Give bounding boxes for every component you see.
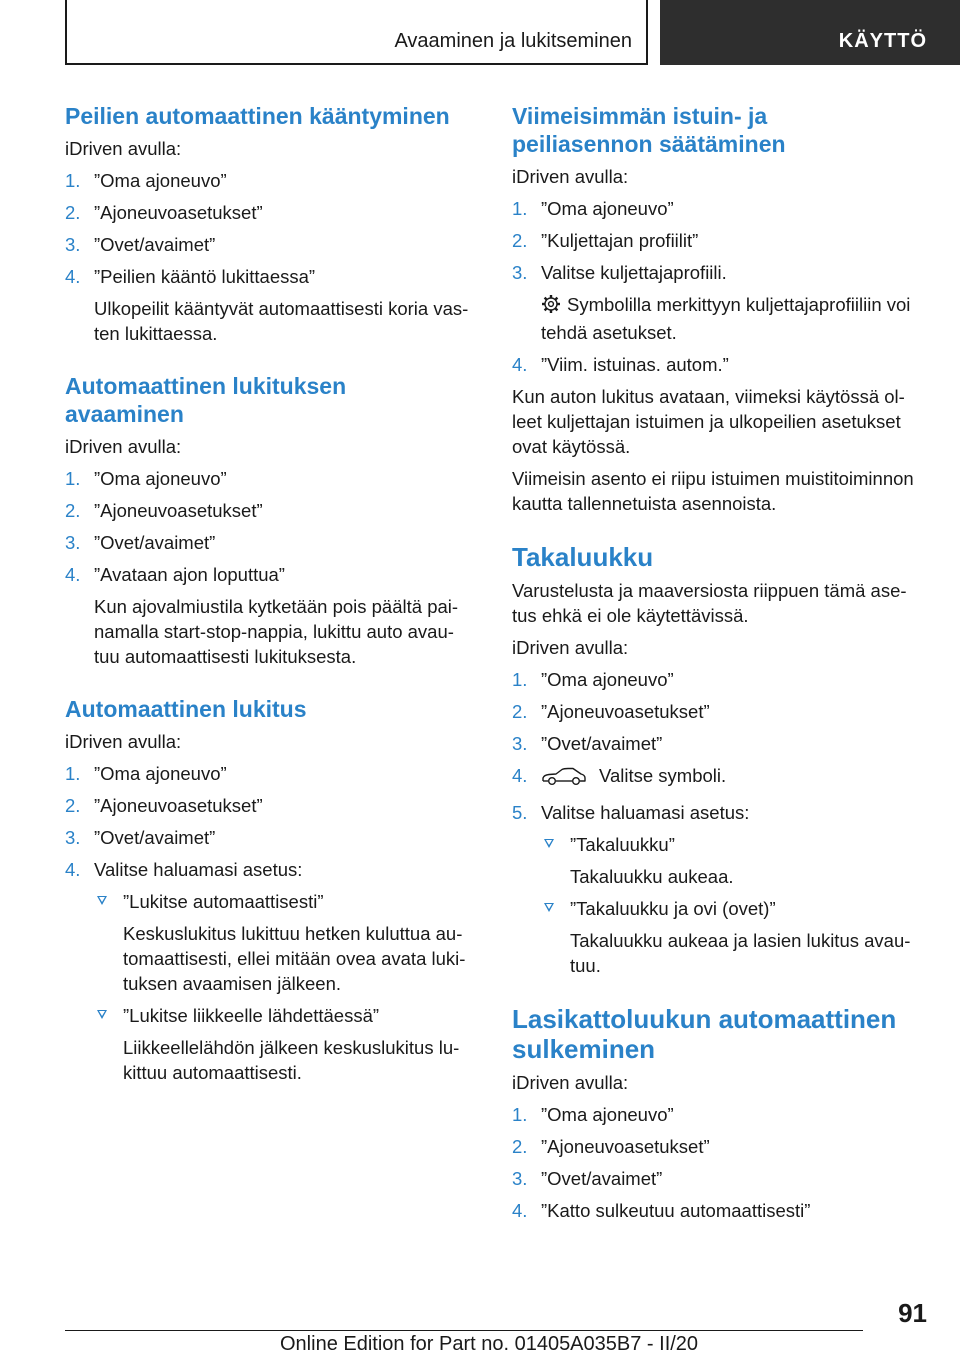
intro-text: iDriven avulla: [512, 637, 629, 658]
list-item: 2. ”Ajoneuvoasetukset” [65, 202, 263, 223]
section-title: Lasikattoluukun automaattinen sulkeminen [512, 1004, 897, 1064]
step-text: ”Ajoneuvoasetukset” [94, 500, 263, 521]
section-title: Peilien automaattinen kääntyminen [65, 103, 450, 129]
step-text: ”Ovet/avaimet” [541, 733, 663, 754]
step-text: ”Ajoneuvoasetukset” [541, 701, 710, 722]
steps-list [512, 667, 932, 825]
option-item [94, 889, 480, 914]
intro-text: iDriven avulla: [512, 1072, 629, 1093]
step-text: ”Oma ajoneuvo” [94, 763, 227, 784]
list-item: 3. ”Ovet/avaimet” [65, 532, 216, 553]
step-text: ”Oma ajoneuvo” [94, 170, 227, 191]
triangle-bullet-icon [544, 839, 554, 848]
intro-text: iDriven avulla: [65, 138, 182, 159]
list-item: 1. ”Oma ajoneuvo” [512, 669, 674, 690]
list-item: 4. ”Peilien kääntö lukittaessa” [65, 266, 316, 287]
option-description: Takaluukku aukeaa. [570, 866, 734, 887]
steps-list [512, 196, 932, 285]
step-text: ”Oma ajoneuvo” [541, 1104, 674, 1125]
step-text: ”Peilien kääntö lukittaessa” [94, 266, 316, 287]
section-title: Automaattinen lukituksen avaaminen [65, 373, 347, 427]
section-auto-unlock [65, 372, 480, 669]
footer-edition-text: Online Edition for Part no. 01405A035B7 - II/20 [280, 1333, 699, 1355]
step-note: Kun ajovalmiustila kytketään pois päältä pai- namalla start-stop-nappia, lukittu auto avau- tuu automaattisesti lukituksesta. [94, 596, 459, 667]
option-label: ”Takaluukku ja ovi (ovet)” [570, 898, 776, 919]
list-item: 1. ”Oma ajoneuvo” [65, 763, 227, 784]
list-item: 2. ”Ajoneuvoasetukset” [65, 500, 263, 521]
header-chapter-title: KÄYTTÖ [838, 30, 927, 52]
step-text: ”Katto sulkeutuu automaattisesti” [541, 1200, 811, 1221]
options-list [65, 1003, 480, 1028]
list-item: 1. ”Oma ajoneuvo” [512, 198, 674, 219]
step-note: Ulkopeilit kääntyvät automaattisesti koria vas- ten lukittaessa. [94, 298, 469, 344]
options-list [512, 832, 932, 857]
intro-text: iDriven avulla: [512, 166, 629, 187]
section-sunroof-auto-close [512, 1004, 932, 1223]
section-title: Takaluukku [512, 542, 654, 572]
list-item: 4. Valitse symboli. [512, 763, 932, 793]
list-item: 3. ”Ovet/avaimet” [512, 1168, 663, 1189]
option-item [94, 1003, 480, 1028]
options-list [512, 896, 932, 921]
paragraph: Viimeisin asento ei riipu istuimen muistitoiminnon kautta tallennetuista asennoista. [512, 468, 914, 514]
step-text: ”Viim. istuinas. autom.” [541, 354, 729, 375]
options-list [65, 889, 480, 914]
step-text: ”Ovet/avaimet” [94, 827, 216, 848]
page-number: 91 [898, 1298, 927, 1328]
option-description: Liikkeellelähdön jälkeen keskuslukitus lu- kittuu automaattisesti. [123, 1037, 460, 1083]
step-text: ”Ajoneuvoasetukset” [94, 795, 263, 816]
list-item: 4. ”Avataan ajon loputtua” [65, 564, 285, 585]
option-item [541, 832, 932, 857]
step-text: ”Oma ajoneuvo” [94, 468, 227, 489]
gear-icon [541, 294, 561, 320]
list-item: 4. ”Katto sulkeutuu automaattisesti” [512, 1200, 811, 1221]
option-label: ”Lukitse liikkeelle lähdettäessä” [123, 1005, 380, 1026]
step-text: ”Ajoneuvoasetukset” [94, 202, 263, 223]
step-text: ”Avataan ajon loputtua” [94, 564, 285, 585]
steps-list [512, 352, 932, 377]
intro-text: iDriven avulla: [65, 436, 182, 457]
list-item: 1. ”Oma ajoneuvo” [65, 468, 227, 489]
header-chapter-tab [660, 0, 960, 65]
list-item: 4. ”Viim. istuinas. autom.” [512, 354, 729, 375]
list-item: 5. Valitse haluamasi asetus: [512, 802, 750, 823]
list-item: 2. ”Ajoneuvoasetukset” [512, 1136, 710, 1157]
list-item: 2. ”Ajoneuvoasetukset” [65, 795, 263, 816]
step-text: ”Ovet/avaimet” [94, 532, 216, 553]
steps-list [65, 466, 480, 587]
triangle-bullet-icon [97, 1010, 107, 1019]
steps-list [65, 168, 480, 289]
section-last-seat-position [512, 102, 932, 516]
section-auto-lock [65, 695, 480, 1085]
list-item: 3. Valitse kuljettajaprofiili. [512, 262, 727, 283]
section-mirror-folding [65, 102, 480, 346]
paragraph: Varustelusta ja maaversiosta riippuen tämä ase- tus ehkä ei ole käytettävissä. [512, 580, 907, 626]
step-text: ”Ovet/avaimet” [541, 1168, 663, 1189]
list-item: 1. ”Oma ajoneuvo” [65, 170, 227, 191]
section-title: Automaattinen lukitus [65, 696, 307, 722]
step-text: Valitse haluamasi asetus: [94, 859, 303, 880]
option-description: Takaluukku aukeaa ja lasien lukitus avau- tuu. [570, 930, 911, 976]
paragraph: Kun auton lukitus avataan, viimeksi käytössä ol- leet kuljettajan istuimen ja ulkopeilien asetukset ovat käytössä. [512, 386, 905, 457]
steps-list [65, 761, 480, 882]
section-tailgate [512, 542, 932, 978]
option-label: ”Takaluukku” [570, 834, 675, 855]
steps-list [512, 1102, 932, 1223]
footer-divider [65, 1330, 863, 1331]
section-title: Viimeisimmän istuin- ja peiliasennon säätäminen [512, 103, 786, 157]
step-text: ”Oma ajoneuvo” [541, 198, 674, 219]
triangle-bullet-icon [97, 896, 107, 905]
left-column [65, 102, 480, 1092]
triangle-bullet-icon [544, 903, 554, 912]
step-text: ”Kuljettajan profiilit” [541, 230, 699, 251]
header-section-title: Avaaminen ja lukitseminen [394, 30, 632, 52]
list-item: 2. ”Kuljettajan profiilit” [512, 230, 699, 251]
list-item: 4. Valitse haluamasi asetus: [65, 859, 303, 880]
list-item: 3. ”Ovet/avaimet” [65, 827, 216, 848]
list-item: 3. ”Ovet/avaimet” [65, 234, 216, 255]
step-text: Valitse haluamasi asetus: [541, 802, 750, 823]
step-note [512, 292, 932, 345]
list-item: 3. ”Ovet/avaimet” [512, 733, 663, 754]
step-text: ”Ovet/avaimet” [94, 234, 216, 255]
step-text: Valitse symboli. [599, 765, 727, 786]
header-section-box [65, 0, 648, 65]
list-item: 2. ”Ajoneuvoasetukset” [512, 701, 710, 722]
list-item: 1. ”Oma ajoneuvo” [512, 1104, 674, 1125]
step-text: ”Oma ajoneuvo” [541, 669, 674, 690]
right-column [512, 102, 932, 1230]
option-label: ”Lukitse automaattisesti” [123, 891, 324, 912]
step-text: ”Ajoneuvoasetukset” [541, 1136, 710, 1157]
option-description: Keskuslukitus lukittuu hetken kuluttua au- tomaattisesti, ellei mitään ovea avata luki- tuksen avaamisen jälkeen. [123, 923, 466, 994]
option-item [541, 896, 932, 921]
car-icon [541, 767, 587, 793]
step-text: Valitse kuljettajaprofiili. [541, 262, 727, 283]
note-text: Symbolilla merkittyyn kuljettajaprofiiliin voi tehdä asetukset. [541, 294, 911, 343]
intro-text: iDriven avulla: [65, 731, 182, 752]
